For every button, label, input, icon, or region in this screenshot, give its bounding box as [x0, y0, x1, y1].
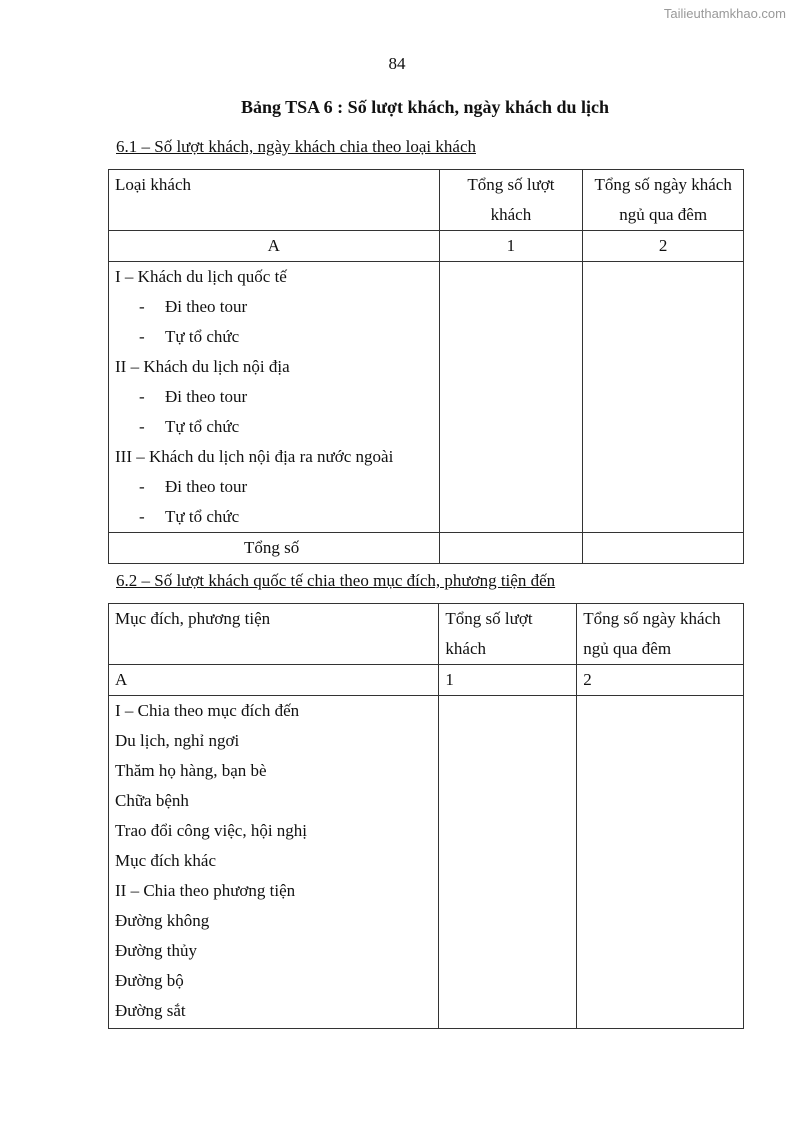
header-cell: Tổng số lượt khách	[439, 604, 577, 665]
value-cell[interactable]	[583, 533, 744, 564]
row-label: Đường không	[115, 911, 210, 930]
row-label: III – Khách du lịch nội địa ra nước ngoài	[115, 447, 394, 466]
row-label: - Đi theo tour	[115, 382, 433, 412]
code-row	[109, 665, 744, 696]
value-cell[interactable]	[439, 533, 583, 564]
header-cell: Tổng số ngày khách ngủ qua đêm	[583, 170, 744, 231]
total-row	[109, 533, 744, 564]
value-cell[interactable]	[583, 262, 744, 533]
header-cell: Tổng số lượt khách	[439, 170, 583, 231]
code-cell: 1	[439, 231, 583, 262]
page-title: Bảng TSA 6 : Số lượt khách, ngày khách du lịch	[240, 97, 610, 117]
code-cell: 2	[583, 231, 744, 262]
code-cell: 1	[439, 665, 577, 696]
row-label: II – Chia theo phương tiện	[115, 881, 296, 900]
row-label: Mục đích khác	[115, 851, 217, 870]
table1-caption: 6.1 – Số lượt khách, ngày khách chia theo loại khách	[116, 137, 476, 156]
row-label: Đường bộ	[115, 971, 184, 990]
row-label: - Tự tổ chức	[115, 502, 433, 532]
row-label: Thăm họ hàng, bạn bè	[115, 761, 267, 780]
total-label: Tổng số	[109, 533, 440, 564]
table-header-row	[109, 604, 744, 665]
value-cell[interactable]	[439, 696, 577, 1029]
row-label: Du lịch, nghỉ ngơi	[115, 731, 240, 750]
row-label: Chữa bệnh	[115, 791, 189, 810]
code-cell: A	[109, 231, 440, 262]
code-cell: 2	[577, 665, 744, 696]
row-label: Đường sắt	[115, 1001, 186, 1020]
code-row	[109, 231, 744, 262]
table2-caption: 6.2 – Số lượt khách quốc tế chia theo mục đích, phương tiện đến	[116, 571, 556, 590]
code-cell: A	[109, 665, 439, 696]
table-body-row	[109, 696, 744, 1029]
row-label: - Đi theo tour	[115, 472, 433, 502]
value-cell[interactable]	[439, 262, 583, 533]
table2	[108, 603, 744, 1029]
row-label: Trao đổi công việc, hội nghị	[115, 821, 308, 840]
row-label: I – Chia theo mục đích đến	[115, 701, 300, 720]
row-label: II – Khách du lịch nội địa	[115, 357, 290, 376]
value-cell[interactable]	[577, 696, 744, 1029]
page-number: 84	[388, 54, 406, 73]
row-label: Đường thủy	[115, 941, 197, 960]
header-cell: Mục đích, phương tiện	[109, 604, 439, 665]
row-label: I – Khách du lịch quốc tế	[115, 267, 287, 286]
row-label: - Đi theo tour	[115, 292, 433, 322]
row-label: - Tự tổ chức	[115, 412, 433, 442]
row-label: - Tự tổ chức	[115, 322, 433, 352]
row-labels-cell	[109, 262, 440, 533]
table-body-row	[109, 262, 744, 533]
watermark: Tailieuthamkhao.com	[663, 6, 786, 21]
header-cell: Loại khách	[109, 170, 440, 231]
header-cell: Tổng số ngày khách ngủ qua đêm	[577, 604, 744, 665]
row-labels-cell	[109, 696, 439, 1029]
table1	[108, 169, 744, 564]
table-header-row	[109, 170, 744, 231]
